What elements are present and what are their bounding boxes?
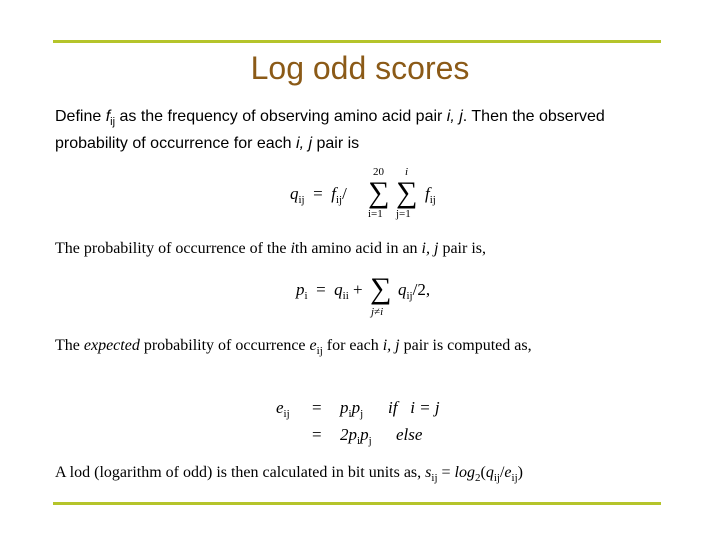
line3-expected: expected: [83, 337, 140, 354]
bottom-divider: [53, 502, 661, 505]
line2-text-b: th amino acid in an: [294, 240, 422, 257]
eq1-lhs: q: [290, 184, 299, 203]
intro-text-3: . Then the observed probability of occurrence for each: [55, 108, 605, 152]
intro-text-4: pair is: [312, 135, 360, 152]
eq2-lhs: p: [296, 280, 305, 299]
line4-eq: =: [437, 464, 455, 481]
eq1-tail-f: f: [425, 184, 430, 203]
eq3-row2-2p: 2p: [340, 425, 357, 444]
line3-pair: i, j: [382, 337, 400, 354]
eq1-sum-2: [396, 168, 420, 224]
eq1-sum1-top: 20: [373, 166, 384, 178]
eq1-sigma-2: ∑: [396, 176, 418, 209]
eq3-equals-2: =: [312, 425, 322, 444]
eq3-row1-rhs: [340, 398, 363, 420]
intro-paragraph: [55, 106, 675, 154]
eq3-if: if: [388, 398, 398, 417]
line4-paren-open: (: [480, 464, 486, 481]
line4-log-sub: 2: [475, 472, 481, 484]
eq3-row1-p-sub1: i: [348, 408, 352, 420]
eq1-sum2-top: i: [405, 166, 409, 178]
line2-text-c: pair is,: [438, 240, 486, 257]
top-divider: [53, 40, 661, 43]
line3-e-sub: ij: [316, 345, 323, 357]
line3-text-d: pair is computed as,: [399, 337, 532, 354]
intro-pair-2: i, j: [296, 135, 313, 152]
eq2-equals: =: [311, 280, 330, 299]
line2-ith: i: [290, 240, 295, 257]
eq2-sum-bottom: j≠i: [371, 306, 384, 318]
line2-text-a: The probability of occurrence of the: [55, 240, 291, 257]
eq2-q-sub: ii: [342, 290, 349, 302]
eq3-row-1: [276, 398, 290, 420]
eq1-lhs-sub: ij: [298, 194, 305, 206]
eq3-row2-p2: p: [360, 425, 369, 444]
eq2-sum: [370, 268, 396, 324]
page-title: Log odd scores: [250, 50, 470, 86]
eq1-equals: =: [308, 184, 327, 203]
line3-text-c: for each: [322, 337, 383, 354]
line3-e: e: [309, 337, 317, 354]
line4-log: log: [454, 464, 475, 481]
eq2-sigma: ∑: [370, 272, 392, 305]
eq2-q: q: [334, 280, 343, 299]
eq2-tail: /2,: [412, 280, 431, 299]
line3-text-a: The: [55, 337, 84, 354]
eq1-sum2-bottom: j=1: [396, 208, 411, 220]
lod-line: [55, 464, 523, 484]
eq3-row2-sub2: j: [368, 435, 372, 447]
eq3-lhs-sub: ij: [283, 408, 290, 420]
eq3-i-eq-j: i = j: [410, 398, 440, 417]
line3-text-b: probability of occurrence: [139, 337, 310, 354]
intro-text-2: as the frequency of observing amino acid pair: [115, 108, 447, 125]
eq2-q2-sub: ij: [406, 290, 413, 302]
line4-q: q: [485, 464, 494, 481]
line4-s: s: [425, 464, 432, 481]
eq1-slash: /: [342, 184, 347, 203]
line4-e-sub: ij: [511, 472, 518, 484]
eq1-sigma-1: ∑: [368, 176, 390, 209]
intro-f: f: [105, 108, 111, 125]
eq2-q2: q: [398, 280, 407, 299]
eq1-f: f: [331, 184, 336, 203]
eq1-sum-1: [368, 168, 392, 224]
intro-pair-1: i, j: [446, 108, 463, 125]
eq3-else: else: [396, 425, 423, 444]
probability-line: [55, 240, 486, 258]
expected-line: [55, 337, 532, 357]
eq1-f-sub: ij: [335, 194, 343, 206]
eq3-equals-1: =: [312, 398, 322, 417]
line4-slash: /: [499, 464, 505, 481]
eq1-tail-sub: ij: [429, 194, 436, 206]
intro-f-sub: ij: [110, 116, 116, 128]
line4-paren-close: ): [517, 464, 523, 481]
intro-text-1: Define: [55, 108, 106, 125]
eq3-row2-sub1: i: [357, 435, 361, 447]
eq3-row1-p-sub2: j: [360, 408, 364, 420]
line4-e: e: [504, 464, 512, 481]
eq3-row2-rhs: [340, 425, 372, 447]
eq3-row1-cond: [388, 398, 440, 418]
line4-q-sub: ij: [493, 472, 500, 484]
line4-s-sub: ij: [431, 472, 438, 484]
eq2-plus: +: [353, 280, 363, 299]
line2-pair: i, j: [421, 240, 439, 257]
eq3-lhs: e: [276, 398, 284, 417]
eq3-row1-p2: p: [351, 398, 361, 417]
eq3-row1-p: p: [340, 398, 349, 417]
eq2-lhs-sub: i: [304, 290, 308, 302]
line4-text-a: A lod (logarithm of odd) is then calculated in bit units as,: [55, 464, 426, 481]
eq1-sum1-bottom: i=1: [368, 208, 383, 220]
